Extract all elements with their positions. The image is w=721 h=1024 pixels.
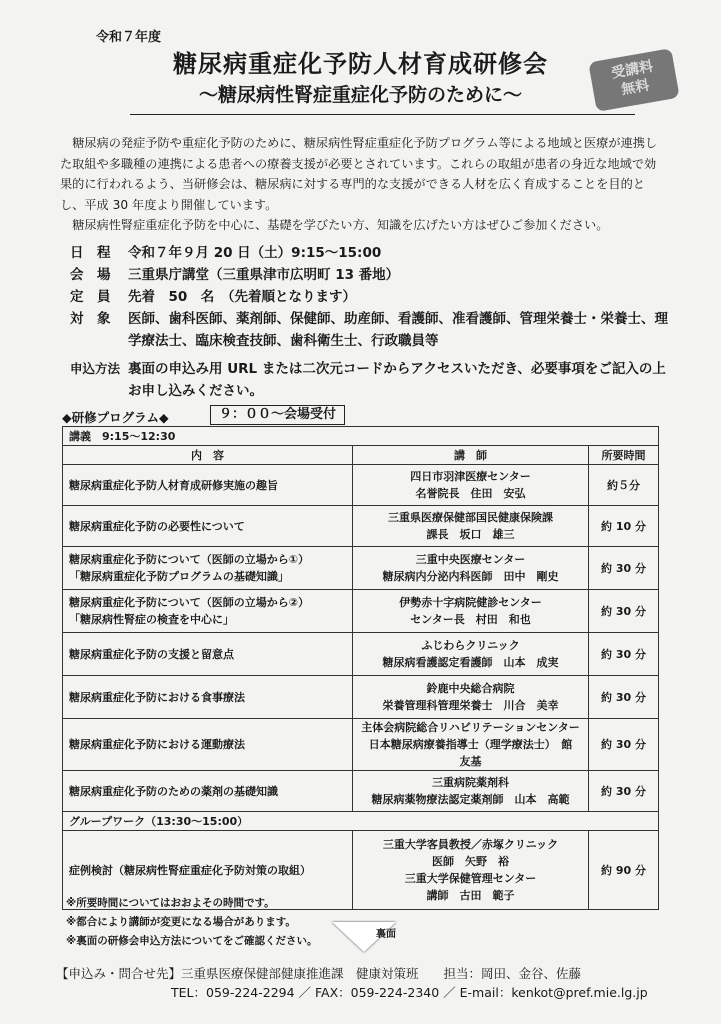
column-header-lecturer: 講 師 [353, 446, 589, 465]
intro-paragraph-2: 糖尿病性腎症重症化予防を中心に、基礎を学びたい方、知識を広げたい方はぜひご参加ください。 [72, 218, 609, 232]
page-title: 糖尿病重症化予防人材育成研修会 [173, 50, 548, 78]
info-date-value: 令和７年９月 20 日（土）9:15～15:00 [128, 245, 382, 261]
session-lecturer: 四日市羽津医療センター 名誉院長 住田 安弘 [353, 465, 589, 506]
info-capacity-value: 先着 50 名 （先着順となります） [128, 289, 357, 305]
info-target-label: 対 象 [70, 311, 111, 327]
info-venue-label: 会 場 [70, 267, 111, 283]
info-venue [70, 264, 670, 286]
column-header-time: 所要時間 [589, 446, 659, 465]
session-title: 糖尿病重症化予防の必要性について [63, 506, 353, 547]
info-apply-label: 申込方法 [70, 361, 121, 376]
fiscal-year: 令和７年度 [96, 30, 162, 45]
info-apply [70, 358, 670, 402]
lecture-section-label: 講義 9:15～12:30 [63, 427, 659, 446]
session-title: 糖尿病重症化予防における食事療法 [63, 676, 353, 719]
table-row [63, 506, 659, 547]
session-lecturer: 三重大学客員教授／赤塚クリニック 医師 矢野 裕 三重大学保健管理センター 講師 古田 範子 [353, 831, 589, 910]
free-badge-line1: 受講料 [610, 58, 655, 82]
info-date [70, 242, 670, 264]
info-target-value: 医師、歯科医師、薬剤師、保健師、助産師、看護師、准看護師、管理栄養士・栄養士、理学療法士、臨床検査技師、歯科衛生士、行政職員等 [128, 311, 668, 349]
group-work-section-label: グループワーク（13:30～15:00） [63, 812, 659, 831]
session-duration: 約 30 分 [589, 771, 659, 812]
session-duration: 約 10 分 [589, 506, 659, 547]
info-target [70, 308, 670, 352]
session-duration: 約 30 分 [589, 676, 659, 719]
session-title: 症例検討（糖尿病性腎症重症化予防対策の取組） [63, 831, 353, 910]
title-divider [130, 114, 635, 115]
contact-info [56, 964, 648, 1002]
session-duration: 約 30 分 [589, 590, 659, 633]
note-2: ※都合により講師が変更になる場合があります。 [66, 916, 296, 928]
session-duration: 約 30 分 [589, 719, 659, 771]
program-heading: ◆研修プログラム◆ [62, 410, 169, 425]
session-title: 糖尿病重症化予防における運動療法 [63, 719, 353, 771]
session-lecturer: 伊勢赤十字病院健診センター センター長 村田 和也 [353, 590, 589, 633]
contact-line-1: 【申込み・問合せ先】三重県医療保健部健康推進課 健康対策班 担当：岡田、金谷、佐藤 [56, 966, 582, 981]
reverse-side-label: 裏面 [376, 929, 396, 940]
program-table [62, 426, 659, 910]
table-row [63, 771, 659, 812]
session-duration: 約 90 分 [589, 831, 659, 910]
session-lecturer: 鈴鹿中央総合病院 栄養管理科管理栄養士 川合 美幸 [353, 676, 589, 719]
session-title: 糖尿病重症化予防について（医師の立場から①） 「糖尿病重症化予防プログラムの基礎知識」 [63, 547, 353, 590]
session-duration: 約 30 分 [589, 633, 659, 676]
table-row [63, 633, 659, 676]
note-3: ※裏面の研修会申込方法についてをご確認ください。 [66, 935, 318, 947]
session-title: 糖尿病重症化予防の支援と留意点 [63, 633, 353, 676]
event-info [70, 242, 670, 402]
session-lecturer: 主体会病院総合リハビリテーションセンター 日本糖尿病療養指導士（理学療法士） 館 友基 [353, 719, 589, 771]
notes [66, 894, 318, 951]
free-badge-line2: 無料 [620, 77, 651, 99]
group-work-section-row [63, 812, 659, 831]
note-1: ※所要時間についてはおおよその時間です。 [66, 897, 275, 909]
table-header-row [63, 446, 659, 465]
intro-text [60, 133, 664, 236]
session-duration: 約 30 分 [589, 547, 659, 590]
program-table-body [63, 427, 659, 910]
session-lecturer: 三重中央医療センター 糖尿病内分泌内科医師 田中 剛史 [353, 547, 589, 590]
info-date-label: 日 程 [70, 245, 111, 261]
contact-line-2: TEL：059-224-2294 ／ FAX：059-224-2340 ／ E-mail：kenkot@pref.mie.lg.jp [171, 985, 648, 1000]
info-capacity [70, 286, 670, 308]
session-lecturer: ふじわらクリニック 糖尿病看護認定看護師 山本 成実 [353, 633, 589, 676]
table-row [63, 465, 659, 506]
session-lecturer: 三重県医療保健部国民健康保険課 課長 坂口 雄三 [353, 506, 589, 547]
info-venue-value: 三重県庁講堂（三重県津市広明町 13 番地） [128, 267, 400, 283]
session-title: 糖尿病重症化予防について（医師の立場から②） 「糖尿病性腎症の検査を中心に」 [63, 590, 353, 633]
intro-paragraph-1: 糖尿病の発症予防や重症化予防のために、糖尿病性腎症重症化予防プログラム等による地域と医療が連携した取組や多職種の連携による患者への療養支援が必要とされています。これらの取組が患者の身近な地域で効果的に行われるよう、当研修会は、糖尿病に対する専門的な支援ができる人材を広く育成することを目的とし、平成 30 年度より開催しています。 [60, 136, 658, 212]
session-title: 糖尿病重症化予防のための薬剤の基礎知識 [63, 771, 353, 812]
table-row [63, 719, 659, 771]
table-row [63, 590, 659, 633]
column-header-content: 内 容 [63, 446, 353, 465]
session-title: 糖尿病重症化予防人材育成研修実施の趣旨 [63, 465, 353, 506]
lecture-section-row [63, 427, 659, 446]
table-row [63, 547, 659, 590]
table-row [63, 676, 659, 719]
session-lecturer: 三重病院薬剤科 糖尿病薬物療法認定薬剤師 山本 高範 [353, 771, 589, 812]
info-capacity-label: 定 員 [70, 289, 111, 305]
info-apply-value: 裏面の申込み用 URL または二次元コードからアクセスいただき、必要事項をご記入の上お申し込みください。 [128, 361, 666, 399]
session-duration: 約５分 [589, 465, 659, 506]
reception-time-box: ９：００～会場受付 [210, 405, 345, 425]
page-subtitle: ～糖尿病性腎症重症化予防のために～ [198, 84, 522, 106]
